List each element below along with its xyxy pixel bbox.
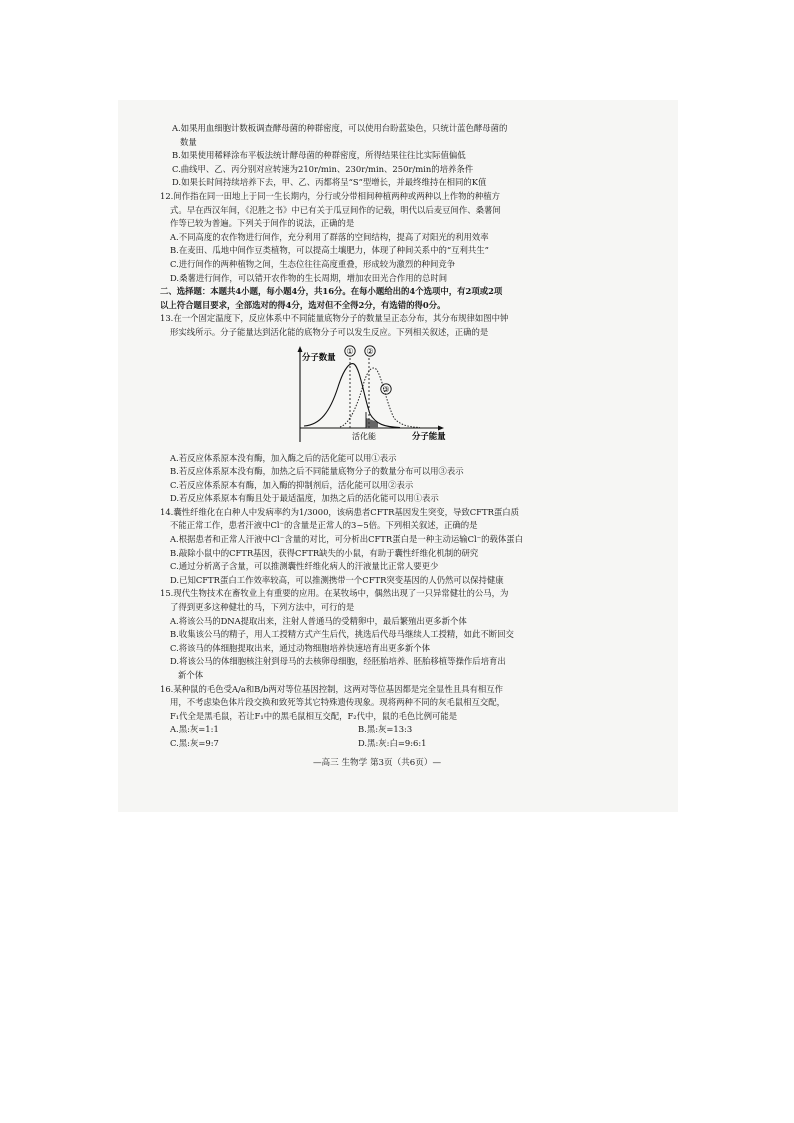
q12-option-a: A.不同高度的农作物进行间作，充分利用了群落的空间结构，提高了对阳光的利用效率 bbox=[170, 231, 489, 242]
q11-option-c: C.曲线甲、乙、丙分别对应转速为210r/min、230r/min、250r/min的培养条件 bbox=[172, 163, 474, 174]
q13-stem-line2: 形实线所示。分子能量达到活化能的底物分子可以发生反应。下列相关叙述，正确的是 bbox=[170, 326, 489, 337]
dotted-distribution-curve bbox=[340, 368, 420, 427]
reacting-molecules-area bbox=[366, 418, 378, 428]
x-axis-label: 分子能量 bbox=[412, 430, 446, 441]
q16-option-d: D.黑:灰:白=9:6:1 bbox=[358, 737, 427, 748]
q12-option-b: B.在麦田、瓜地中间作豆类植物，可以提高土壤肥力，体现了种间关系中的“互利共生” bbox=[170, 245, 489, 256]
q16-stem-line2: 用，不考虑染色体片段交换和致死等其它特殊遗传现象。现将两种不同的灰毛鼠相互交配， bbox=[170, 697, 505, 708]
marker-1-label: ① bbox=[346, 346, 354, 356]
q12-stem-line1: 12.间作指在同一田地上于同一生长期内，分行或分带相间种植两种或两种以上作物的种植方 bbox=[160, 190, 500, 201]
x-axis-arrow bbox=[438, 425, 444, 430]
q16-options-row1 bbox=[160, 723, 582, 737]
q16-option-b: B.黑:灰=13:3 bbox=[358, 724, 413, 735]
marker-3-label: ③ bbox=[382, 384, 390, 394]
q16-option-c: C.黑:灰=9:7 bbox=[170, 737, 219, 748]
y-axis-label: 分子数量 bbox=[302, 351, 336, 362]
question-16 bbox=[160, 683, 582, 751]
q11-option-d: D.如果长时间持续培养下去，甲、乙、丙都将呈“S”型增长，并最终维持在相同的K值 bbox=[172, 177, 487, 188]
question-13 bbox=[160, 312, 582, 339]
q12-stem-line2: 式。早在西汉年间，《氾胜之书》中已有关于瓜豆间作的记载，明代以后麦豆间作、桑薯间 bbox=[170, 204, 501, 215]
q13-option-a: A.若反应体系原本没有酶，加入酶之后的活化能可以用①表示 bbox=[170, 452, 397, 463]
question-15 bbox=[160, 587, 582, 682]
q11-option-a: A.如果用血细胞计数板调查酵母菌的种群密度，可以使用台盼蓝染色，只统计蓝色酵母菌的 bbox=[172, 123, 508, 133]
q16-options-row2 bbox=[160, 737, 582, 751]
question-14 bbox=[160, 506, 582, 588]
q16-stem-line3: F₁代全是黑毛鼠，若让F₁中的黑毛鼠相互交配，F₂代中，鼠的毛色比例可能是 bbox=[170, 710, 458, 721]
q12-stem-line3: 作等已较为普遍。下列关于间作的说法，正确的是 bbox=[170, 218, 355, 229]
q16-option-a: A.黑:灰=1:1 bbox=[170, 724, 219, 735]
q13-option-b: B.若反应体系原本没有酶，加热之后不同能量底物分子的数量分布可以用③表示 bbox=[170, 466, 464, 477]
energy-distribution-figure bbox=[290, 342, 582, 450]
q15-stem-line1: 15.现代生物技术在畜牧业上有重要的应用。在某牧场中，偶然出现了一只异常健壮的公马，为 bbox=[160, 588, 509, 599]
energy-distribution-svg bbox=[290, 342, 470, 450]
section-2-line2: 以上符合题目要求，全部选对的得4分，选对但不全得2分，有选错的得0分。 bbox=[160, 299, 446, 310]
q14-option-d: D.已知CFTR蛋白工作效率较高，可以推测携带一个CFTR突变基因的人仍然可以保持健康 bbox=[170, 574, 504, 585]
q14-option-a: A.根据患者和正常人汗液中Cl⁻含量的对比，可分析出CFTR蛋白是一种主动运输Cl⁻的载体蛋白 bbox=[170, 534, 523, 545]
q13-option-d: D.若反应体系原本有酶且处于最适温度，加热之后的活化能可以用①表示 bbox=[170, 493, 439, 504]
q11-option-a-cont: 数量 bbox=[180, 136, 197, 147]
q11-options bbox=[172, 122, 582, 190]
q13-stem-line1: 13.在一个固定温度下，反应体系中不同能量底物分子的数量呈正态分布，其分布规律如图中钟 bbox=[160, 313, 509, 324]
q16-stem-line1: 16.某种鼠的毛色受A/a和B/b两对等位基因控制，这两对等位基因都是完全显性且具有相互作 bbox=[160, 683, 504, 694]
q13-option-c: C.若反应体系原本有酶，加入酶的抑制剂后，活化能可以用②表示 bbox=[170, 479, 414, 490]
section-2-line1: 二、选择题：本题共4小题，每小题4分，共16分。在每小题给出的4个选项中，有2项或2项 bbox=[160, 286, 503, 297]
q14-stem-line2: 不能正常工作，患者汗液中Cl⁻的含量是正常人的3~5倍。下列相关叙述，正确的是 bbox=[170, 520, 478, 531]
exam-page bbox=[160, 122, 582, 770]
q14-stem-line1: 14.囊性纤维化在白种人中发病率约为1/3000，该病患者CFTR基因发生突变，导致CFTR蛋白质 bbox=[160, 506, 520, 517]
q15-option-a: A.将该公马的DNA提取出来，注射人普通马的受精卵中，最后繁殖出更多新个体 bbox=[170, 615, 467, 626]
q15-option-d-cont: 新个体 bbox=[178, 670, 204, 680]
question-12 bbox=[160, 190, 582, 285]
q12-option-c: C.进行间作的两种植物之间，生态位往往高度重叠，形成较为激烈的种间竞争 bbox=[170, 258, 456, 269]
activation-energy-label: 活化能 bbox=[352, 431, 376, 441]
marker-2-label: ② bbox=[366, 346, 374, 356]
q14-option-b: B.敲除小鼠中的CFTR基因，获得CFTR缺失的小鼠，有助于囊性纤维化机制的研究 bbox=[170, 547, 479, 558]
q12-option-d: D.桑薯进行间作，可以错开农作物的生长周期，增加农田光合作用的总时间 bbox=[170, 272, 448, 283]
q13-options bbox=[170, 452, 582, 506]
q15-option-d: D.将该公马的体细胞核注射到母马的去核卵母细胞，经胚胎培养、胚胎移植等操作后培育出 bbox=[170, 656, 506, 667]
q15-option-c: C.将该马的体细胞提取出来，通过动物细胞培养快速培育出更多新个体 bbox=[170, 642, 431, 653]
q15-option-b: B.收集该公马的精子，用人工授精方式产生后代，挑选后代母马继续人工授精，如此不断回交 bbox=[170, 629, 514, 640]
section-2-header bbox=[160, 285, 582, 312]
solid-distribution-curve bbox=[304, 363, 400, 427]
q11-option-b: B.如果使用稀释涂布平板法统计酵母菌的种群密度，所得结果往往比实际值偏低 bbox=[172, 150, 466, 161]
q15-stem-line2: 了得到更多这种健壮的马，下列方法中，可行的是 bbox=[170, 602, 355, 613]
page-footer: —高三 生物学 第3页（共6页）— bbox=[312, 757, 442, 768]
q14-option-c: C.通过分析离子含量，可以推测囊性纤维化病人的汗液量比正常人要更少 bbox=[170, 561, 439, 572]
